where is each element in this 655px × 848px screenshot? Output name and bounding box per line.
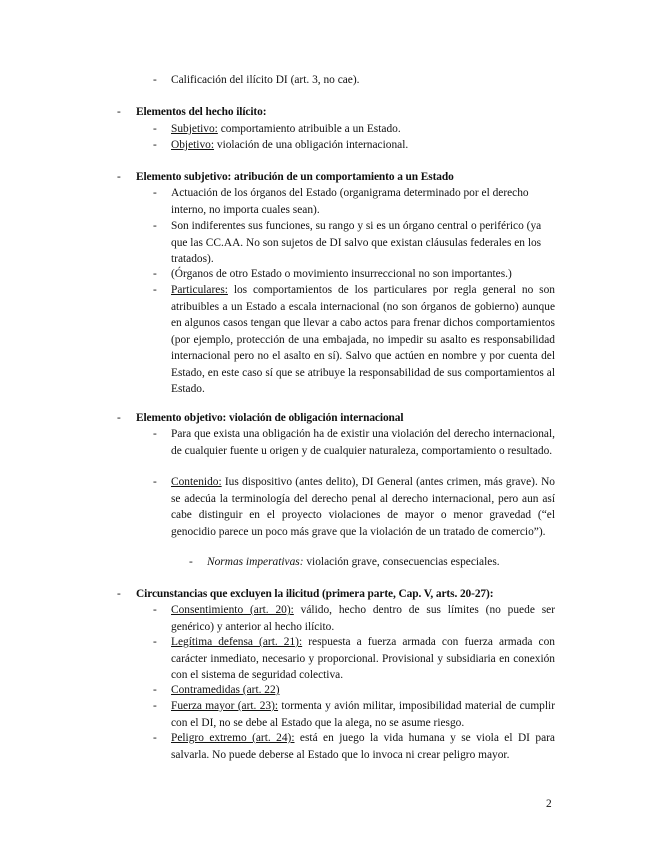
list-item	[171, 682, 555, 699]
list-item	[171, 698, 555, 731]
list-item	[171, 218, 555, 268]
item-text: violación de una obligación internacional.	[214, 139, 409, 151]
section-title-objetivo: Elemento objetivo: violación de obligación internacional	[136, 412, 404, 424]
list-item	[171, 185, 555, 218]
item-text: tormenta y avión militar, imposibilidad material de cumplir con el DI, no se debe al Estado que la alega, no se asume riesgo.	[171, 700, 556, 729]
item-text: válido, hecho dentro de sus límites (no puede ser genérico) y anterior al hecho ilícito.	[171, 604, 555, 633]
sub-list-item	[207, 554, 555, 571]
list-item	[171, 282, 555, 398]
sub-bullet-dash: -	[189, 556, 193, 568]
item-label: Subjetivo:	[171, 123, 218, 135]
bullet-dash: -	[153, 428, 157, 440]
item-text: Actuación de los órganos del Estado (organigrama determinado por el derecho interno, no importa cuales sean).	[171, 187, 529, 216]
item-label: Fuerza mayor (art. 23):	[171, 700, 279, 712]
sub-item-label: Normas imperativas:	[207, 556, 304, 568]
list-item	[171, 602, 555, 635]
section-title-circunstancias: Circunstancias que excluyen la ilicitud (primera parte, Cap. V, arts. 20-27):	[136, 588, 494, 600]
bullet-dash: -	[153, 636, 157, 648]
item-text: (Órganos de otro Estado o movimiento insurreccional no son importantes.)	[171, 268, 512, 280]
bullet-dash: -	[153, 476, 157, 488]
bullet-dash: -	[153, 123, 157, 135]
list-item	[171, 474, 555, 540]
list-item	[171, 634, 555, 684]
item-text: está en juego la vida humana y se viola el DI para salvarla. No puede deberse al Estado que lo invoca ni crear peligro mayor.	[171, 732, 555, 761]
item-text: Para que exista una obligación ha de existir una violación del derecho internacional, de cualquier fuente u origen y de cualquier naturaleza, comportamiento o resultado.	[171, 428, 555, 457]
item-text: Son indiferentes sus funciones, su rango y si es un órgano central o periférico (ya que las CC.AA. No son sujetos de DI salvo que existan cláusulas federales en los tratados).	[171, 220, 542, 265]
list-item	[171, 121, 555, 138]
bullet-dash: -	[153, 220, 157, 232]
item-label: Consentimiento (art. 20):	[171, 604, 294, 616]
page-number: 2	[546, 798, 552, 810]
bullet-dash: -	[153, 187, 157, 199]
list-item	[171, 266, 555, 283]
item-text: Calificación del ilícito DI (art. 3, no cae).	[171, 74, 360, 86]
section-dash: -	[117, 588, 121, 600]
section-title-subjetivo: Elemento subjetivo: atribución de un comportamiento a un Estado	[136, 171, 454, 183]
bullet-dash: -	[153, 684, 157, 696]
item-label: Legítima defensa (art. 21):	[171, 636, 303, 648]
item-label: Objetivo:	[171, 139, 215, 151]
list-item	[171, 730, 555, 763]
bullet-dash: -	[153, 604, 157, 616]
item-label: Contramedidas (art. 22)	[171, 684, 280, 696]
list-item	[171, 72, 555, 89]
item-text: comportamiento atribuible a un Estado.	[217, 123, 401, 135]
item-text: respuesta a fuerza armada con fuerza armada con carácter inmediato, necesario y proporcional. Provisional y subsidiaria en conexión con el sistema de seguridad colectiva.	[171, 636, 555, 681]
item-label: Peligro extremo (art. 24):	[171, 732, 295, 744]
item-label: Particulares:	[171, 284, 228, 296]
list-item	[171, 426, 555, 459]
bullet-dash: -	[153, 74, 157, 86]
section-dash: -	[117, 171, 121, 183]
bullet-dash: -	[153, 139, 157, 151]
section-dash: -	[117, 106, 121, 118]
bullet-dash: -	[153, 284, 157, 296]
sub-item-text: violación grave, consecuencias especiales.	[303, 556, 500, 568]
item-text: los comportamientos de los particulares por regla general no son atribuibles a un Estado a escala internacional (no son órganos de gobierno) aunque en algunos casos tengan que llevar a cabo actos para frenar dichos comportamientos (por ejemplo, protección de una embajada, no impedir su asalto es responsabilidad internacional pero no el asalto en sí). Salvo que actúen en nombre y por cuenta del Estado, en este caso sí que se atribuye la responsabilidad de sus comportamientos al Estado.	[171, 284, 555, 395]
bullet-dash: -	[153, 700, 157, 712]
section-dash: -	[117, 412, 121, 424]
item-label: Contenido:	[171, 476, 222, 488]
bullet-dash: -	[153, 268, 157, 280]
item-text: Ius dispositivo (antes delito), DI General (antes crimen, más grave). No se adecúa la terminología del derecho penal al derecho internacional, pero aun así cabe distinguir en el proyecto violaciones de mayor o menor gravedad (“el genocidio parece un poco más grave que la violación de un tratado de comercio”).	[171, 476, 555, 538]
section-title-elementos: Elementos del hecho ilícito:	[136, 106, 267, 118]
list-item	[171, 137, 555, 154]
bullet-dash: -	[153, 732, 157, 744]
